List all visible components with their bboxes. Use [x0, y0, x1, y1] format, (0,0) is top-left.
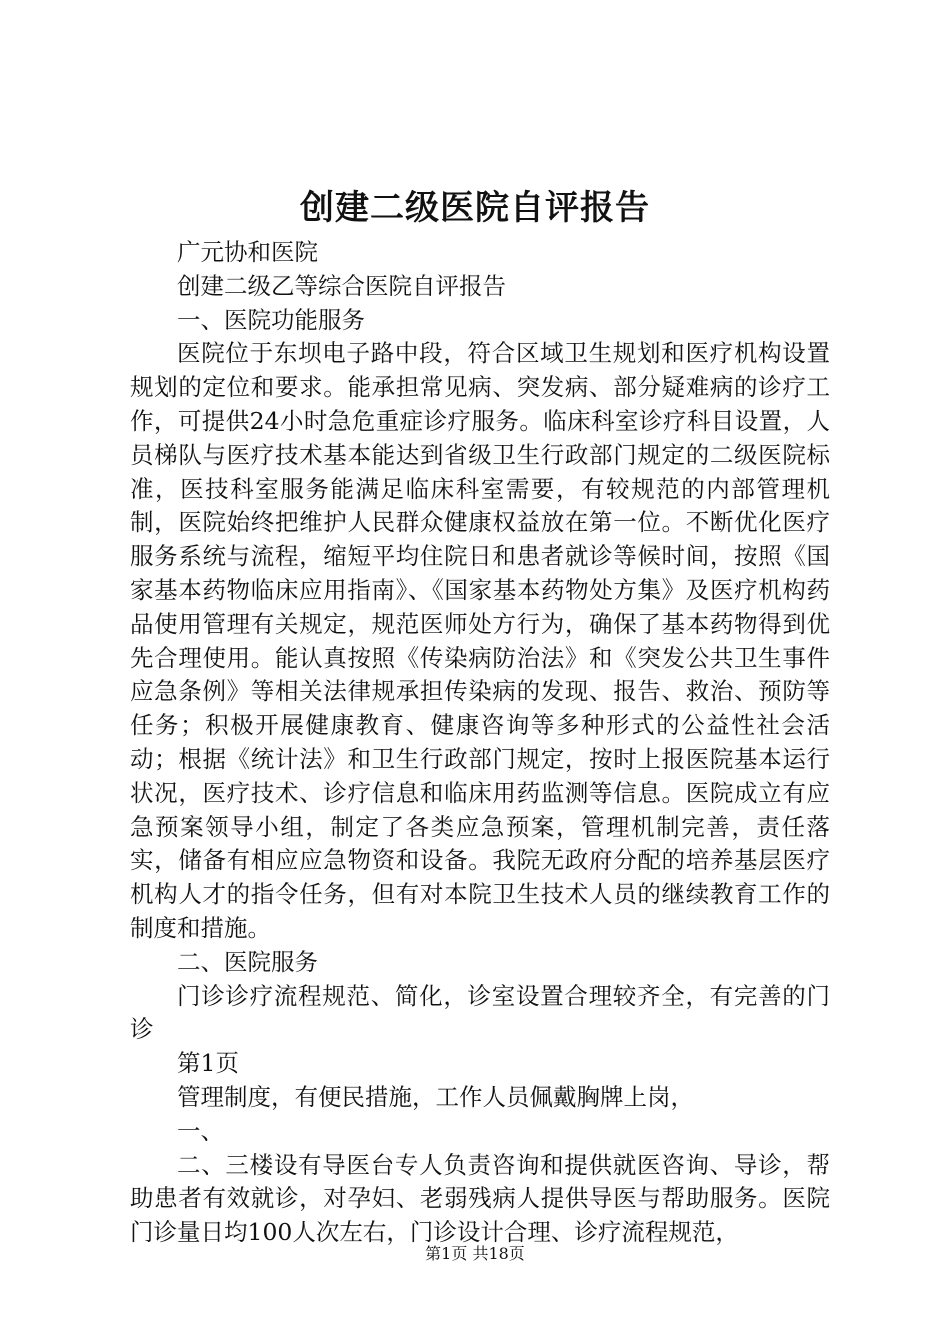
- list-marker: 一、: [177, 1116, 224, 1145]
- page-footer: 第1页 共18页: [425, 1244, 525, 1263]
- inline-page-marker: 第1页: [177, 1049, 239, 1078]
- continuation-line: 管理制度，有便民措施，工作人员佩戴胸牌上岗，: [177, 1082, 694, 1111]
- section-2-paragraph: 门诊诊疗流程规范、简化，诊室设置合理较齐全，有完善的门诊: [130, 981, 830, 1044]
- section-heading-1: 一、医院功能服务: [177, 305, 365, 334]
- section-2-paragraph-continued: 二、三楼设有导医台专人负责咨询和提供就医咨询、导诊，帮助患者有效就诊，对孕妇、老弱残病人提供导医与帮助服务。医院门诊量日均100人次左右，门诊设计合理、诊疗流程规范，: [130, 1150, 830, 1247]
- section-heading-2: 二、医院服务: [177, 947, 318, 976]
- report-subtitle: 创建二级乙等综合医院自评报告: [177, 271, 506, 300]
- hospital-name: 广元协和医院: [177, 238, 318, 266]
- section-1-paragraph: 医院位于东坝电子路中段，符合区域卫生规划和医疗机构设置规划的定位和要求。能承担常见病、突发病、部分疑难病的诊疗工作，可提供24小时急危重症诊疗服务。临床科室诊疗科目设置，人员梯队与医疗技术基本能达到省级卫生行政部门规定的二级医院标准，医技科室服务能满足临床科室需要，有较规范的内部管理机制，医院始终把维护人民群众健康权益放在第一位。不断优化医疗服务系统与流程，缩短平均住院日和患者就诊等候时间，按照《国家基本药物临床应用指南》、《国家基本药物处方集》及医疗机构药品使用管理有关规定，规范医师处方行为，确保了基本药物得到优先合理使用。能认真按照《传染病防治法》和《突发公共卫生事件应急条例》等相关法律规承担传染病的发现、报告、救治、预防等任务；积极开展健康教育、健康咨询等多种形式的公益性社会活动；根据《统计法》和卫生行政部门规定，按时上报医院基本运行状况，医疗技术、诊疗信息和临床用药监测等信息。医院成立有应急预案领导小组，制定了各类应急预案，管理机制完善，责任落实，储备有相应应急物资和设备。我院无政府分配的培养基层医疗机构人才的指令任务，但有对本院卫生技术人员的继续教育工作的制度和措施。: [130, 339, 830, 942]
- document-body: [130, 236, 830, 1250]
- document-title: 创建二级医院自评报告: [300, 188, 650, 228]
